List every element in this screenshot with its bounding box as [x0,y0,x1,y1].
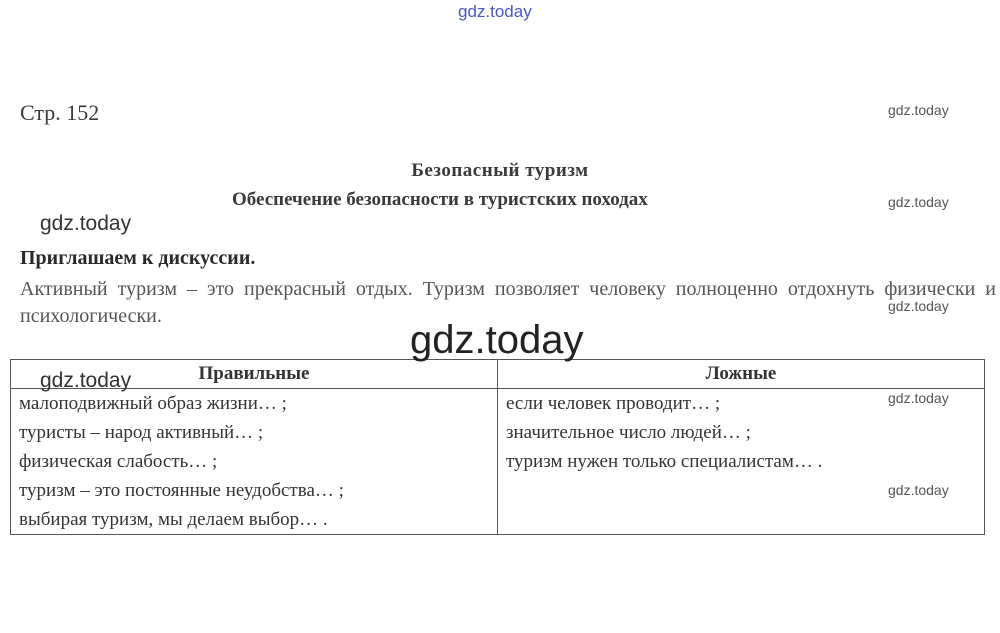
correct-column [11,389,498,535]
page-reference: Стр. 152 [20,100,100,125]
watermark-center: gdz.today [410,318,584,362]
section-subtitle: Обеспечение безопасности в туристских походах [232,189,648,210]
intro-paragraph: Активный туризм – это прекрасный отдых. Туризм позволяет человеку полноценно отдохнуть физически и психологически. [20,278,996,327]
watermark-right: gdz.today [888,482,949,498]
watermark-right: gdz.today [888,298,949,314]
watermark-right: gdz.today [888,390,949,406]
correct-item: малоподвижный образ жизни… ; [19,393,287,414]
correct-item: туризм – это постоянные неудобства… ; [19,480,344,501]
correct-item: физическая слабость… ; [19,451,218,472]
watermark-top: gdz.today [458,2,532,21]
discussion-heading: Приглашаем к дискуссии. [20,247,256,269]
watermark-right: gdz.today [888,194,949,210]
watermark-right: gdz.today [888,102,949,118]
false-item: значительное число людей… ; [506,422,751,443]
false-column [498,389,985,535]
watermark-left: gdz.today [40,212,132,235]
header-false: Ложные [498,360,985,389]
statements-table [10,359,985,535]
false-item: если человек проводит… ; [506,393,721,414]
section-title: Безопасный туризм [411,160,589,181]
correct-item: выбирая туризм, мы делаем выбор… . [19,509,328,530]
watermark-left: gdz.today [40,369,132,392]
header-correct: Правильные [11,360,498,389]
correct-item: туристы – народ активный… ; [19,422,264,443]
false-item: туризм нужен только специалистам… . [506,451,823,472]
